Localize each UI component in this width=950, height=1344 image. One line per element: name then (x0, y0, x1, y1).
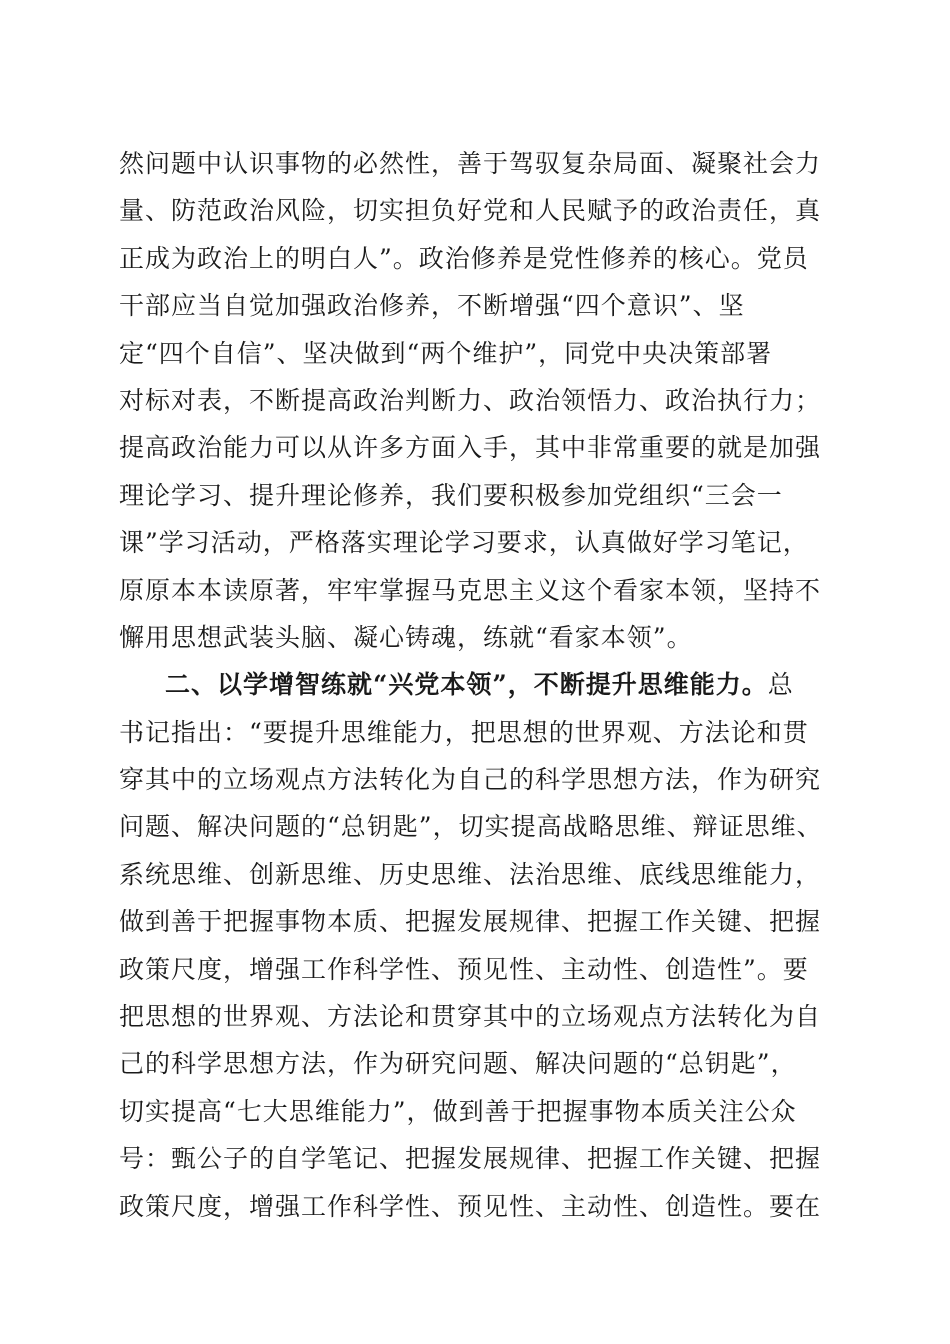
text-line: 懈用思想武装头脑、凝心铸魂，练就“看家本领”。 (119, 622, 693, 652)
section-heading-line (119, 661, 879, 708)
text-line: 课”学习活动，严格落实理论学习要求，认真做好学习笔记， (119, 528, 809, 558)
body-text (119, 140, 879, 1230)
text-line: 定“四个自信”、坚决做到“两个维护”，同党中央决策部署 (119, 338, 773, 368)
text-line: 系统思维、创新思维、历史思维、法治思维、底线思维能力， (119, 859, 822, 889)
text-line: 理论学习、提升理论修养，我们要积极参加党组织“三会一 (119, 480, 783, 510)
text-line: 干部应当自觉加强政治修养，不断增强“四个意识”、坚 (119, 291, 745, 321)
text-line: 书记指出：“要提升思维能力，把思想的世界观、方法论和贯 (119, 717, 809, 747)
text-line: 提高政治能力可以从许多方面入手，其中非常重要的就是加强 (119, 433, 822, 463)
text-line: 政策尺度，增强工作科学性、预见性、主动性、创造性。要在 (119, 1191, 822, 1221)
text-line: 把思想的世界观、方法论和贯穿其中的立场观点方法转化为自 (119, 1002, 822, 1032)
text-line: 切实提高“七大思维能力”，做到善于把握事物本质关注公众 (119, 1096, 797, 1126)
text-line: 问题、解决问题的“总钥匙”，切实提高战略思维、辩证思维、 (119, 812, 823, 842)
text-line: 原原本本读原著，牢牢掌握马克思主义这个看家本领，坚持不 (119, 575, 822, 605)
text-line: 然问题中认识事物的必然性，善于驾驭复杂局面、凝聚社会力 (119, 149, 822, 178)
text-line: 政策尺度，增强工作科学性、预见性、主动性、创造性”。要 (119, 954, 809, 984)
text-line: 穿其中的立场观点方法转化为自己的科学思想方法，作为研究 (119, 765, 822, 795)
text-line: 对标对表，不断提高政治判断力、政治领悟力、政治执行力； (119, 385, 822, 415)
text-line: 正成为政治上的明白人”。政治修养是党性修养的核心。党员 (119, 243, 809, 273)
text-line: 己的科学思想方法，作为研究问题、解决问题的“总钥匙”， (119, 1049, 797, 1079)
section-heading: 二、以学增智练就“兴党本领”，不断提升思维能力。 (165, 670, 768, 700)
heading-trailing-text: 总 (767, 670, 794, 700)
text-line: 量、防范政治风险，切实担负好党和人民赋予的政治责任，真 (119, 196, 822, 226)
text-line: 号：甄公子的自学笔记、把握发展规律、把握工作关键、把握 (119, 1144, 822, 1174)
text-line: 做到善于把握事物本质、把握发展规律、把握工作关键、把握 (119, 907, 822, 937)
